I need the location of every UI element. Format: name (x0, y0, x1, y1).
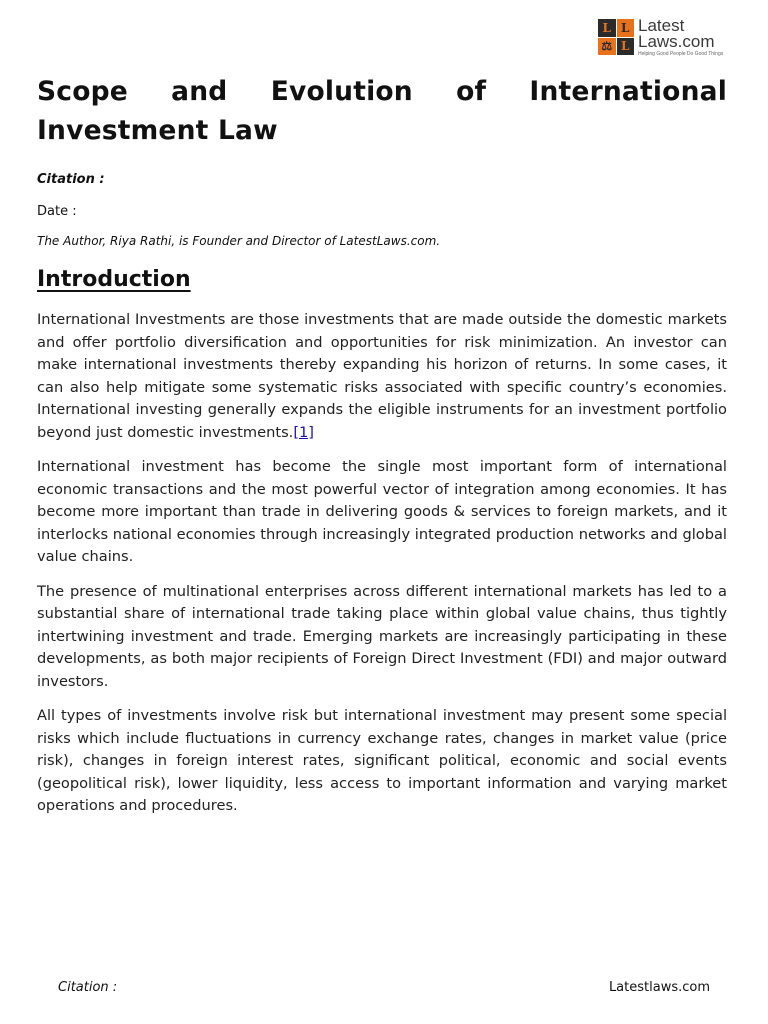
logo-wordmark (638, 18, 715, 50)
document-body (37, 72, 727, 818)
author-line: The Author, Riya Rathi, is Founder and Director of LatestLaws.com. (37, 234, 441, 248)
paragraph-text: International Investments are those investments that are made outside the domestic markets and offer portfolio diversification and opportunities for risk minimization. An investor can make international investments thereby expanding his horizon of returns. In some cases, it can also help mitigate some systematic risks associated with specific country’s economies. International investing generally expands the eligible instruments for an investment portfolio beyond just domestic investments. (37, 311, 727, 441)
date-label: Date : (37, 204, 77, 219)
footer-citation: Citation : (58, 980, 118, 995)
logo-cell: L (617, 19, 635, 37)
section-heading: Introduction (37, 267, 191, 292)
document-title: Scope and Evolution of International Investment Law (37, 76, 727, 146)
paragraph (37, 309, 727, 444)
logo-text-line1: Latest (638, 16, 685, 35)
paragraph: The presence of multinational enterprises across different international markets has led to a substantial share of international trade taking place within global value chains, thus tightly intertwining investment and trade. Emerging markets are increasingly participating in these developments, as both major recipients of Foreign Direct Investment (FDI) and major outward investors. (37, 582, 727, 690)
logo-text-line2: Laws.com (638, 32, 715, 51)
logo-cell: ⚖ (598, 38, 616, 56)
logo-mark-icon (598, 19, 634, 55)
footnote-link[interactable]: [1] (293, 423, 314, 441)
logo-cell: L (617, 38, 635, 56)
paragraph: All types of investments involve risk but international investment may present some special risks which include fluctuations in currency exchange rates, changes in market value (price risk), changes in foreign interest rates, significant political, economic and social events (geopolitical risk), lower liquidity, less access to important information and varying market operations and procedures. (37, 707, 727, 814)
citation-label: Citation : (37, 172, 105, 187)
logo-tagline: Helping Good People Do Good Things (638, 51, 724, 57)
logo-cell: L (598, 19, 616, 37)
site-logo[interactable] (598, 16, 730, 59)
paragraph: International investment has become the single most important form of international economic transactions and the most powerful vector of integration among economies. It has become more important than trade in delivering goods & services to foreign markets, and it interlocks national economies through increasingly integrated production networks and global value chains. (37, 458, 727, 565)
footer-site-link[interactable]: Latestlaws.com (608, 980, 710, 995)
